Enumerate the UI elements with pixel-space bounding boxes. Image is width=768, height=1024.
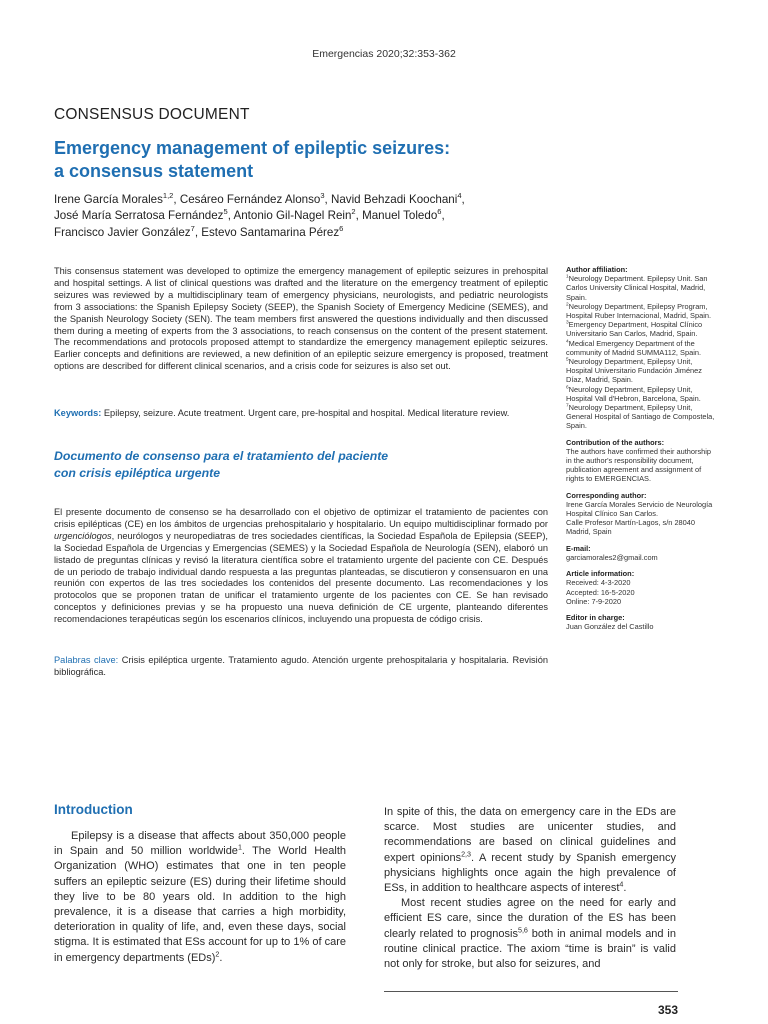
email-block: [566, 544, 716, 562]
journal-reference: Emergencias 2020;32:353-362: [312, 48, 456, 60]
keywords-english: [54, 408, 548, 420]
body-paragraph: Most recent studies agree on the need for early and efficient ES care, since the duration of the ES has been clearly related to prognosis$^{5,6}$ both in animal models and in routine clinical practice. The axiom “time is brain” is valid not only for stroke, but also for seizures, and: [384, 897, 676, 971]
author-line: Francisco Javier González$^7$, Estevo Santamarina Pérez$^6$: [54, 223, 344, 239]
body-column-left: [54, 829, 346, 966]
spanish-title: [54, 448, 388, 481]
keywords-text: Epilepsy, seizure. Acute treatment. Urgent care, pre-hospital and hospital. Medical literature review.: [103, 408, 510, 418]
contribution-block: [566, 438, 716, 484]
article-sidebar: [566, 265, 716, 638]
spanish-title-line1: Documento de consenso para el tratamiento del paciente: [54, 449, 389, 463]
contribution-text: The authors have confirmed their authorship in the author's responsibility document, publication agreement and assignment of rights to EMERGENCIAS.: [566, 446, 712, 484]
article-title-line1: Emergency management of epileptic seizures:: [54, 138, 451, 158]
affiliation-list: $^1$Neurology Department. Epilepsy Unit. San Carlos University Clinical Hospital, Madrid, Spain. $^2$Neurology Department, Epilepsy Program, Hospital Ruber Internacional, Madrid, Spain. $^3$Emergency Department, Hospital Clínico Universitario San Carlos, Madrid, Spain. $^4$Medical Emergency Department of the community of Madrid SUMMA112, Spain. $^5$Neurology Department, Epilepsy Unit, Hospital Universitario Fundación Jiménez Díaz, Madrid, Spain. $^6$Neurology Department, Epilepsy Unit, Hospital Vall d'Hebron, Barcelona, Spain. $^7$Neurology Department, Epilepsy Unit, General Hospital of Santiago de Compostela, Spain.: [566, 274, 715, 431]
affiliation-block: [566, 265, 716, 431]
corresponding-block: [566, 491, 716, 537]
contribution-heading: Contribution of the authors:: [566, 437, 665, 447]
email-link[interactable]: garciamorales2@gmail.com: [566, 552, 658, 562]
body-paragraph: In spite of this, the data on emergency care in the EDs are scarce. Most studies are unicenter studies, and recommendations are based on clinical guidelines and expert opinions$^{2,3}$. A recent study by Spanish emergency physicians highlights once again the high prevalence of ESs, in addition to healthcare aspects of interest$^4$.: [384, 806, 676, 895]
keywords-label: Keywords:: [54, 408, 102, 418]
article-title-line2: a consensus statement: [54, 161, 254, 181]
article-title: [54, 137, 450, 183]
article-info-block: [566, 569, 716, 606]
email-heading: E-mail:: [566, 543, 591, 553]
corresponding-heading: Corresponding author:: [566, 490, 647, 500]
introduction-heading: Introduction: [54, 802, 133, 817]
footer-rule: [384, 991, 678, 992]
body-column-right: [384, 805, 676, 972]
corresponding-text: Irene García Morales Servicio de Neurología Hospital Clínico San Carlos. Calle Profesor Martín-Lagos, s/n 28040 Madrid, Spain: [566, 499, 713, 537]
abstract-english: This consensus statement was developed to optimize the emergency management of epileptic seizures in prehospital and hospital settings. A list of clinical questions was drafted and the literature on the emergency treatment of epileptic seizures was reviewed by a multidisciplinary team of emergency physicians, neurologists, and pediatric neurologists from 3 associations: the Spanish Epilepsy Society (SEEP), the Spanish Society of Emergency Medicine (SEMES), and the Spanish Neurology Society (SEN). The team members first answered the questions individually and then discussed them during a meeting of experts from the 3 associations, to reach consensus on the content of the present statement. The recommendations and protocols proposed attempt to standardize the emergency management epileptic seizures. Earlier concepts and definitions are reviewed, a new definition of an epileptic seizure emergency is proposed, treatment options are described for different clinical scenarios, and a crisis code for seizures is also set out.: [54, 266, 548, 372]
spanish-title-line2: con crisis epiléptica urgente: [54, 465, 221, 480]
article-info-heading: Article information:: [566, 569, 635, 579]
editor-heading: Editor in charge:: [566, 612, 625, 622]
article-info-dates: Received: 4-3-2020 Accepted: 16-5-2020 Online: 7-9-2020: [566, 578, 635, 606]
author-line: Irene García Morales$^{1,2}$, Cesáreo Fernández Alonso$^3$, Navid Behzadi Koochani$^4$,: [54, 191, 465, 206]
keywords-spanish: [54, 655, 548, 679]
author-line: José María Serratosa Fernández$^5$, Antonio Gil-Nagel Rein$^2$, Manuel Toledo$^6$,: [54, 207, 445, 223]
editor-block: [566, 613, 716, 631]
editor-name: Juan González del Castillo: [566, 622, 654, 632]
abstract-spanish: El presente documento de consenso se ha desarrollado con el objetivo de optimizar el tratamiento de pacientes con crisis epilépticas (CE) en los ámbitos de urgencias prehospitalario y hospitalario. Un equipo multidisciplinar formado por urgenciólogos, neurólogos y neuropediatras de tres sociedades científicas, la Sociedad Española de Epilepsia (SEEP), la Sociedad Española de Urgencias y Emergencias (SEMES) y la Sociedad Española de Neurología (SEN), elaboró un listado de preguntas clínicas y revisó la literatura científica sobre el tratamiento urgente del paciente con CE. Después de un periodo de trabajo individual dando respuesta a las preguntas planteadas, se discutieron y consensuaron en una reunión con expertos de las tres sociedades los contenidos del presente documento. Las recomendaciones y los protocolos que se proponen tratan de unificar el tratamiento urgente de los pacientes con CE. Se han revisado conceptos y definiciones previas y se ha propuesto una nueva definición de CE urgente, planteando diferentes recomendaciones terapéuticas según los escenarios clínicos, incluyendo una propuesta de código crisis.: [54, 507, 548, 625]
body-paragraph: Epilepsy is a disease that affects about 350,000 people in Spain and 50 million worldwide$^1$. The World Health Organization (WHO) estimates that one in ten people suffers an epileptic seizure (ES) during their lifetime should they live to be 80 years old. In addition to the high prevalence, it is a disease that carries a high morbidity, deterioration in quality of life, and, even these days, social stigma. It is estimated that ESs account for up to 1% of care in emergency departments (EDs)$^2$.: [54, 830, 346, 964]
page-number: 353: [657, 1003, 678, 1017]
document-type: CONSENSUS DOCUMENT: [54, 106, 250, 123]
keywords-text: Crisis epiléptica urgente. Tratamiento agudo. Atención urgente prehospitalaria y hospitalaria. Revisión bibliográfica.: [54, 655, 548, 677]
keywords-label: Palabras clave:: [54, 655, 119, 665]
author-list: [54, 192, 534, 241]
affiliation-heading: Author affiliation:: [566, 265, 628, 274]
